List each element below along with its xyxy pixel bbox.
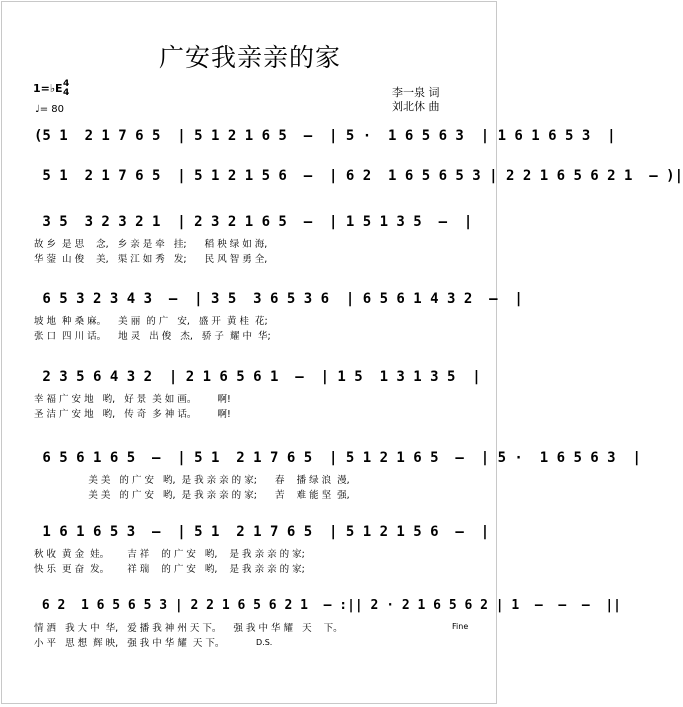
lyric-line-6-verse-2: 美 美 的 广 安 哟, 是 我 亲 亲 的 家; 苦 难 能 坚 强, [34, 490, 350, 501]
lyric-line-8-verse-2: 小 平 思 想 辉 映, 强 我 中 华 耀 天 下。 [34, 638, 225, 649]
fine-mark: Fine [452, 622, 469, 631]
lyric-line-4-verse-2: 张 口 四 川 话。 地 灵 出 俊 杰, 骄 子 耀 中 华; [34, 331, 271, 342]
notation-line-2: 5 1 2 1 7 6 5 | 5 1 2 1 5 6 – | 6 2 1 6 5 6 5 3 | 2 2 1 6 5 6 2 1 – )| [34, 168, 683, 184]
time-signature [63, 80, 69, 98]
tempo-marking: ♩= 80 [35, 104, 64, 115]
lyric-line-7-verse-2: 快 乐 更 奋 发。 祥 瑞 的 广 安 哟, 是 我 亲 亲 的 家; [34, 564, 305, 575]
lyric-line-3-verse-1: 故 乡 是 思 念, 乡 亲 是 牵 挂; 稻 秧 绿 如 海, [34, 239, 268, 250]
notation-line-6: 6 5 6 1 6 5 – | 5 1 2 1 7 6 5 | 5 1 2 1 6 5 – | 5 · 1 6 5 6 3 | [34, 450, 641, 466]
key-signature: 1=♭E [33, 82, 63, 95]
lyric-line-5-verse-1: 幸 福 广 安 地 哟, 好 景 美 如 画。 啊! [34, 394, 231, 405]
time-signature-bottom: 4 [63, 88, 70, 98]
lyric-line-7-verse-1: 秋 收 黄 金 娃。 吉 祥 的 广 安 哟, 是 我 亲 亲 的 家; [34, 549, 305, 560]
time-signature-top: 4 [63, 79, 70, 89]
notation-line-8: 6 2 1 6 5 6 5 3 | 2 2 1 6 5 6 2 1 – :|| 2 · 2 1 6 5 6 2 | 1 – – – || [34, 598, 621, 613]
notation-line-1: (5 1 2 1 7 6 5 | 5 1 2 1 6 5 – | 5 · 1 6 5 6 3 | 1 6 1 6 5 3 | [34, 128, 616, 144]
lyric-line-4-verse-1: 坡 地 种 桑 麻。 美 丽 的 广 安, 盛 开 黄 桂 花; [34, 316, 268, 327]
song-title: 广安我亲亲的家 [158, 43, 341, 72]
composer-name: 刘北休 [392, 100, 425, 113]
composer-role: 曲 [428, 100, 440, 113]
lyric-line-6-verse-1: 美 美 的 广 安 哟, 是 我 亲 亲 的 家; 春 播 绿 浪 漫, [34, 475, 350, 486]
notation-line-3: 3 5 3 2 3 2 1 | 2 3 2 1 6 5 – | 1 5 1 3 5 – | [34, 214, 473, 230]
lyricist-name: 李一泉 [392, 86, 425, 99]
composer-credit [392, 98, 440, 114]
lyric-line-3-verse-2: 华 蓥 山 俊 美, 渠 江 如 秀 发; 民 风 智 勇 全, [34, 254, 268, 265]
notation-line-5: 2 3 5 6 4 3 2 | 2 1 6 5 6 1 – | 1 5 1 3 1 3 5 | [34, 369, 481, 385]
notation-line-7: 1 6 1 6 5 3 – | 5 1 2 1 7 6 5 | 5 1 2 1 5 6 – | [34, 524, 490, 540]
lyricist-role: 词 [428, 86, 440, 99]
lyric-line-8-verse-1: 情 洒 我 大 中 华, 爱 播 我 神 州 天 下。 强 我 中 华 耀 天 下。 [34, 623, 343, 634]
notation-line-4: 6 5 3 2 3 4 3 – | 3 5 3 6 5 3 6 | 6 5 6 1 4 3 2 – | [34, 291, 523, 307]
dal-segno-mark: D.S. [256, 638, 273, 647]
lyric-line-5-verse-2: 圣 洁 广 安 地 哟, 传 奇 多 神 话。 啊! [34, 409, 231, 420]
